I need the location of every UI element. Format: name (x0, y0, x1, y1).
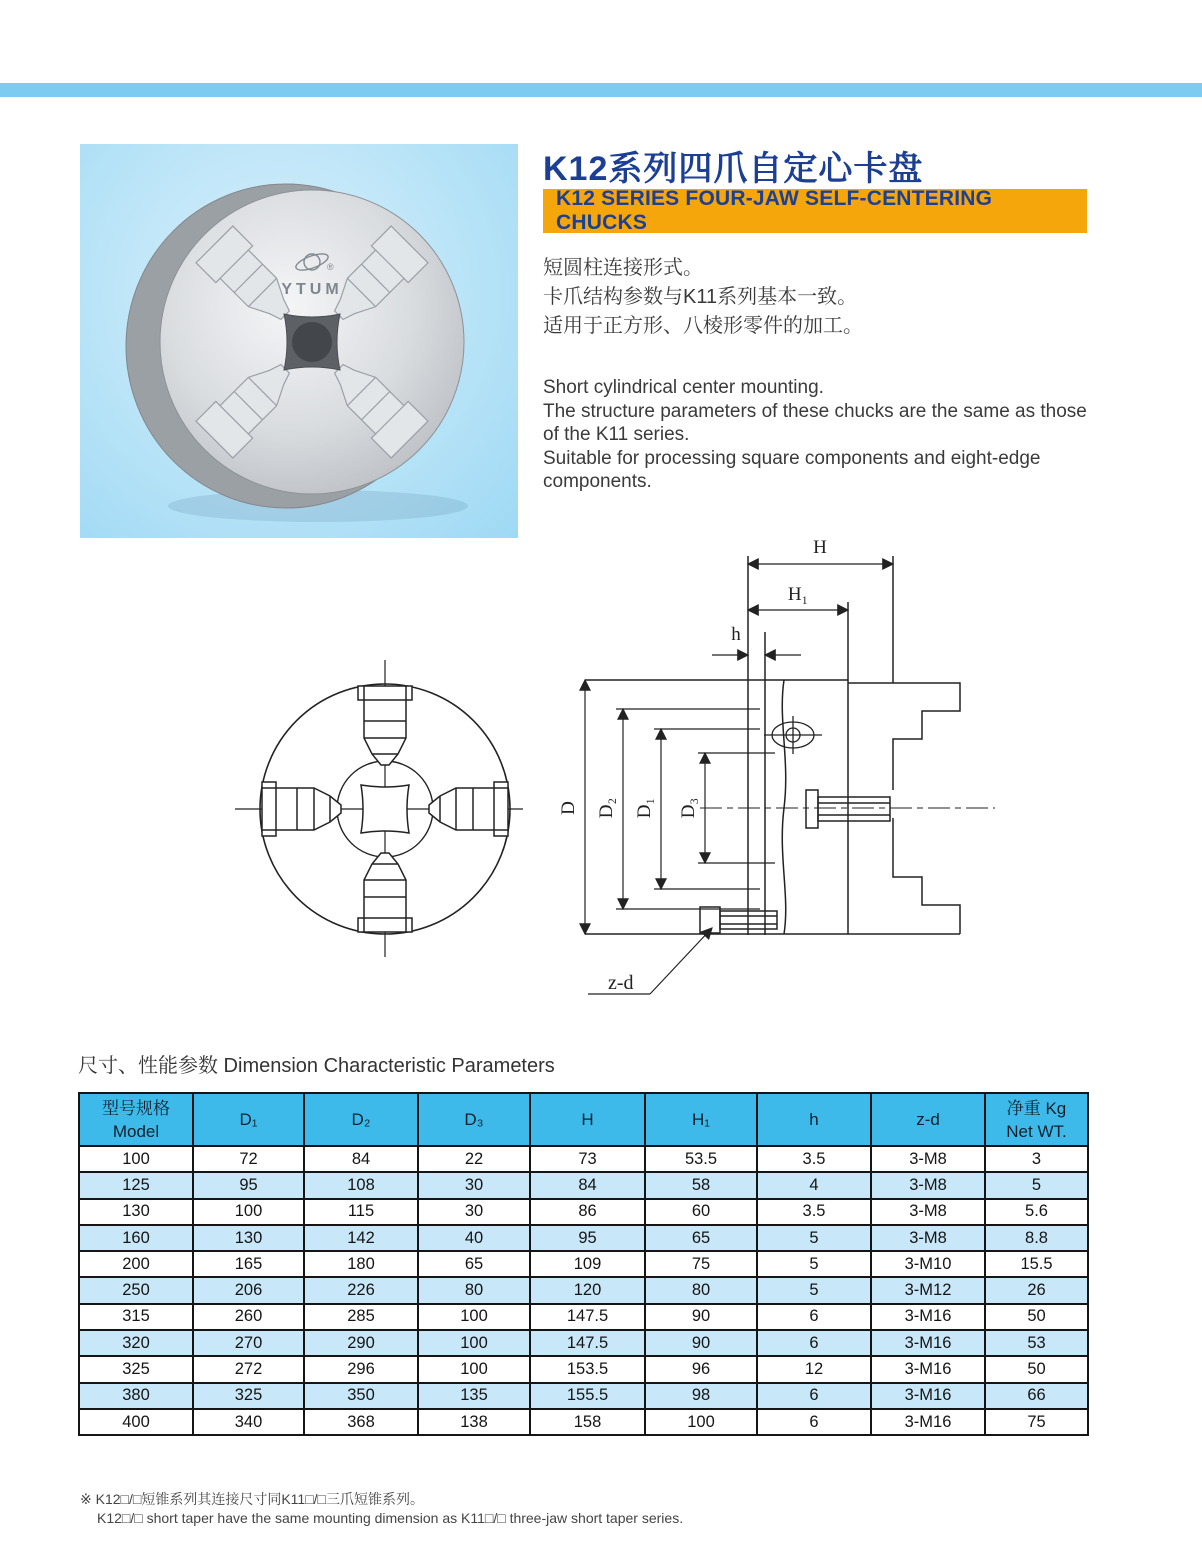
table-cell: 3-M16 (871, 1304, 985, 1330)
description-en (543, 376, 1095, 494)
side-view-drawing (550, 520, 1020, 1020)
table-cell: 320 (79, 1330, 193, 1356)
table-cell: 12 (757, 1356, 871, 1382)
table-cell: 75 (645, 1251, 757, 1277)
table-cell: 340 (193, 1409, 304, 1435)
table-cell: 226 (304, 1277, 418, 1303)
table-cell: 130 (79, 1199, 193, 1225)
stud-shaft (818, 797, 890, 821)
table-cell: 84 (530, 1172, 645, 1198)
table-cell: 75 (985, 1409, 1088, 1435)
table-cell: 5 (757, 1251, 871, 1277)
table-cell: 100 (645, 1409, 757, 1435)
table-cell: 72 (193, 1146, 304, 1172)
table-cell: 3-M16 (871, 1409, 985, 1435)
table-cell: 109 (530, 1251, 645, 1277)
table-cell: 158 (530, 1409, 645, 1435)
table-cell: 138 (418, 1409, 530, 1435)
dim-label-D2: D₂ (596, 797, 617, 819)
column-header: z-d (871, 1093, 985, 1146)
table-cell: 3-M10 (871, 1251, 985, 1277)
description-en-line: The structure parameters of these chucks are the same as those of the K11 series. (543, 400, 1087, 445)
table-cell: 325 (193, 1383, 304, 1409)
table-cell: 120 (530, 1277, 645, 1303)
table-cell: 142 (304, 1225, 418, 1251)
table-cell: 90 (645, 1330, 757, 1356)
table-cell: 3-M16 (871, 1330, 985, 1356)
table-cell: 325 (79, 1356, 193, 1382)
table-cell: 108 (304, 1172, 418, 1198)
description-cn-line: 适用于正方形、八棱形零件的加工。 (543, 315, 863, 337)
table-cell: 3-M8 (871, 1146, 985, 1172)
table-cell: 200 (79, 1251, 193, 1277)
dim-label-H: H (813, 537, 827, 558)
table-cell: 30 (418, 1172, 530, 1198)
table-row (79, 1225, 1088, 1251)
table-cell: 100 (193, 1199, 304, 1225)
table-cell: 30 (418, 1199, 530, 1225)
dim-label-h: h (731, 624, 741, 645)
registered-mark: ® (327, 262, 334, 272)
column-header: D₂ (304, 1093, 418, 1146)
table-cell: 90 (645, 1304, 757, 1330)
table-cell: 3-M8 (871, 1199, 985, 1225)
column-header: H (530, 1093, 645, 1146)
table-cell: 4 (757, 1172, 871, 1198)
table-cell: 115 (304, 1199, 418, 1225)
table-title: 尺寸、性能参数 Dimension Characteristic Parameters (78, 1055, 555, 1077)
table-cell: 95 (530, 1225, 645, 1251)
dim-label-zd: z-d (608, 972, 634, 994)
table-cell: 80 (645, 1277, 757, 1303)
description-en-line: Suitable for processing square components and eight-edge components. (543, 447, 1041, 492)
table-cell: 86 (530, 1199, 645, 1225)
table-cell: 80 (418, 1277, 530, 1303)
table-cell: 272 (193, 1356, 304, 1382)
column-header: h (757, 1093, 871, 1146)
table-cell: 53.5 (645, 1146, 757, 1172)
table-cell: 260 (193, 1304, 304, 1330)
footnote (80, 1490, 683, 1528)
product-photo (80, 144, 518, 538)
table-cell: 206 (193, 1277, 304, 1303)
table-row (79, 1277, 1088, 1303)
table-cell: 350 (304, 1383, 418, 1409)
title-banner (543, 189, 1087, 233)
dim-label-H1: H₁ (787, 584, 809, 605)
stud-head (806, 790, 818, 828)
chuck-section-body (585, 556, 960, 935)
table-cell: 26 (985, 1277, 1088, 1303)
table-cell: 315 (79, 1304, 193, 1330)
table-cell: 96 (645, 1356, 757, 1382)
table-cell: 40 (418, 1225, 530, 1251)
spec-table-header-row (79, 1093, 1088, 1146)
table-cell: 6 (757, 1383, 871, 1409)
table-cell: 3.5 (757, 1146, 871, 1172)
spec-table-body (79, 1146, 1088, 1435)
table-row (79, 1199, 1088, 1225)
table-cell: 3-M8 (871, 1172, 985, 1198)
column-header: 型号规格 Model (79, 1093, 193, 1146)
table-cell: 5 (757, 1277, 871, 1303)
table-cell: 125 (79, 1172, 193, 1198)
table-cell: 3-M8 (871, 1225, 985, 1251)
table-cell: 15.5 (985, 1251, 1088, 1277)
table-cell: 50 (985, 1356, 1088, 1382)
brand-text: YTUM (281, 281, 343, 298)
table-cell: 270 (193, 1330, 304, 1356)
table-cell: 53 (985, 1330, 1088, 1356)
dim-label-D3: D₃ (678, 797, 699, 819)
dim-label-D1: D₁ (634, 797, 655, 819)
table-row (79, 1356, 1088, 1382)
table-cell: 5.6 (985, 1199, 1088, 1225)
table-row (79, 1383, 1088, 1409)
page-title-cn: K12系列四爪自定心卡盘 (543, 150, 924, 188)
table-cell: 147.5 (530, 1330, 645, 1356)
table-cell: 400 (79, 1409, 193, 1435)
table-cell: 100 (79, 1146, 193, 1172)
thread-symbol (764, 716, 822, 754)
table-cell: 160 (79, 1225, 193, 1251)
table-cell: 5 (985, 1172, 1088, 1198)
column-header: D₁ (193, 1093, 304, 1146)
top-stripe (0, 83, 1202, 97)
table-row (79, 1172, 1088, 1198)
table-cell: 5 (757, 1225, 871, 1251)
chuck-photo-illustration (80, 144, 518, 538)
table-cell: 66 (985, 1383, 1088, 1409)
table-cell: 285 (304, 1304, 418, 1330)
table-cell: 6 (757, 1304, 871, 1330)
table-cell: 58 (645, 1172, 757, 1198)
table-cell: 6 (757, 1330, 871, 1356)
footnote-line: K12□/□ short taper have the same mounting dimension as K11□/□ three-jaw short taper series. (97, 1510, 684, 1526)
table-row (79, 1330, 1088, 1356)
table-cell: 98 (645, 1383, 757, 1409)
chuck-bore (292, 322, 332, 362)
table-cell: 22 (418, 1146, 530, 1172)
column-header: H₁ (645, 1093, 757, 1146)
table-cell: 3 (985, 1146, 1088, 1172)
table-cell: 95 (193, 1172, 304, 1198)
table-cell: 290 (304, 1330, 418, 1356)
table-cell: 100 (418, 1304, 530, 1330)
table-row (79, 1409, 1088, 1435)
table-cell: 165 (193, 1251, 304, 1277)
description-cn (543, 254, 863, 341)
table-cell: 180 (304, 1251, 418, 1277)
dim-label-D: D (558, 801, 579, 815)
table-row (79, 1304, 1088, 1330)
table-cell: 135 (418, 1383, 530, 1409)
table-cell: 84 (304, 1146, 418, 1172)
table-cell: 50 (985, 1304, 1088, 1330)
table-cell: 3-M16 (871, 1356, 985, 1382)
description-cn-line: 卡爪结构参数与K11系列基本一致。 (543, 286, 858, 308)
column-header: D₃ (418, 1093, 530, 1146)
table-row (79, 1146, 1088, 1172)
table-cell: 153.5 (530, 1356, 645, 1382)
table-cell: 60 (645, 1199, 757, 1225)
table-cell: 3-M16 (871, 1383, 985, 1409)
table-cell: 380 (79, 1383, 193, 1409)
column-header: 净重 Kg Net WT. (985, 1093, 1088, 1146)
table-cell: 147.5 (530, 1304, 645, 1330)
table-cell: 65 (645, 1225, 757, 1251)
table-cell: 65 (418, 1251, 530, 1277)
table-cell: 296 (304, 1356, 418, 1382)
zd-bolt-head (700, 907, 720, 933)
break-line (782, 680, 785, 934)
table-cell: 6 (757, 1409, 871, 1435)
table-cell: 155.5 (530, 1383, 645, 1409)
description-cn-line: 短圆柱连接形式。 (543, 257, 703, 279)
footnote-line: ※ K12□/□短锥系列其连接尺寸同K11□/□三爪短锥系列。 (80, 1491, 425, 1507)
table-row (79, 1251, 1088, 1277)
front-view-drawing (215, 632, 555, 972)
table-cell: 73 (530, 1146, 645, 1172)
center-hole-outline (361, 785, 409, 833)
table-cell: 100 (418, 1330, 530, 1356)
table-cell: 130 (193, 1225, 304, 1251)
table-cell: 8.8 (985, 1225, 1088, 1251)
page-title-en: K12 SERIES FOUR-JAW SELF-CENTERING CHUCKS (556, 187, 993, 234)
spec-table (78, 1092, 1089, 1436)
table-cell: 3.5 (757, 1199, 871, 1225)
table-cell: 250 (79, 1277, 193, 1303)
table-cell: 368 (304, 1409, 418, 1435)
description-en-line: Short cylindrical center mounting. (543, 377, 824, 398)
table-cell: 3-M12 (871, 1277, 985, 1303)
table-cell: 100 (418, 1356, 530, 1382)
